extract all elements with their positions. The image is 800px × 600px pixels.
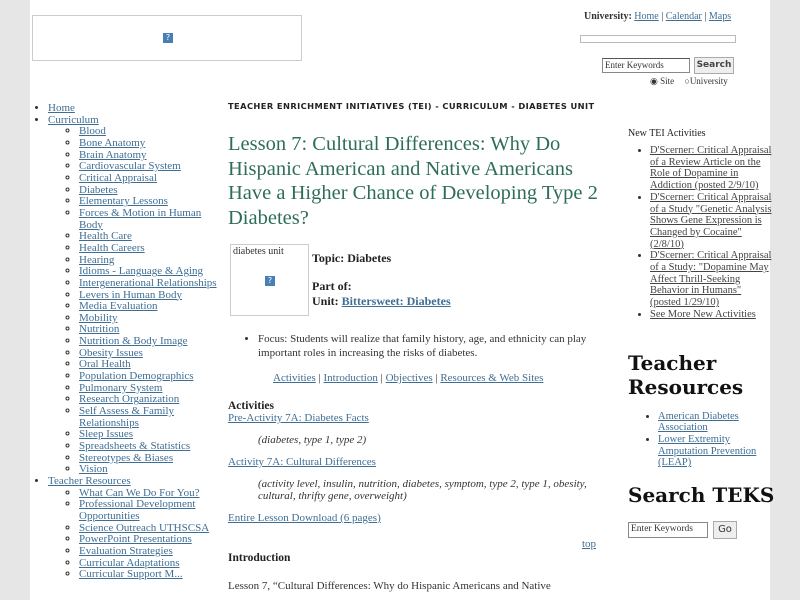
focus-text: • Focus: Students will realize that family history, age, and ethnicity can play important roles in increasing the risks of diabetes. (258, 332, 616, 360)
sidebar-curriculum-item[interactable]: Population Demographics (79, 370, 194, 383)
introduction-heading: Introduction (228, 552, 291, 564)
sidebar-curriculum-item[interactable]: Self Assess & Family Relationships (79, 405, 175, 429)
sidebar-teacher-resources[interactable]: Teacher Resources (48, 475, 131, 487)
sidebar-curriculum-item[interactable]: Health Care (79, 230, 132, 243)
sidebar-curriculum-item[interactable]: Blood (79, 125, 106, 138)
sidebar-teacher-item[interactable]: PowerPoint Presentations (79, 533, 192, 546)
nav-resources[interactable]: Resources & Web Sites (440, 372, 544, 384)
teacher-resources-list (628, 411, 773, 470)
sidebar-curriculum-item[interactable]: Elementary Lessons (79, 195, 168, 208)
sidebar-home[interactable]: Home (48, 102, 75, 114)
teks-search (628, 521, 773, 539)
resource-link-ada[interactable]: American Diabetes Association (658, 410, 739, 434)
sidebar-teacher-item[interactable]: Curricular Support M... (79, 568, 183, 581)
sidebar-curriculum-item[interactable]: Media Evaluation (79, 300, 158, 313)
sidebar-curriculum-item[interactable]: Oral Health (79, 358, 131, 371)
sidebar-curriculum-item[interactable]: Cardiovascular System (79, 160, 181, 173)
sidebar-curriculum-item[interactable]: Diabetes (79, 183, 118, 196)
activity-link-1[interactable]: Pre-Activity 7A: Diabetes Facts (228, 412, 369, 424)
broken-image-icon: ? (265, 276, 275, 286)
activities-heading: Activities (228, 400, 274, 412)
sidebar-curriculum-item[interactable]: Health Careers (79, 241, 145, 254)
search-scope (650, 76, 736, 87)
maps-link[interactable]: Maps (708, 11, 732, 22)
new-tei-activity-link[interactable]: D'Scerner: Critical Appraisal of a Study: "Dopamine May Affect Thrill-Seeking Behavior in Humans" (posted 1/29/10) (650, 250, 772, 309)
unit-label: Unit: (312, 294, 339, 308)
radio-site-label: Site (660, 76, 675, 86)
radio-site[interactable]: ◉ Site (650, 76, 675, 86)
image-alt-text: diabetes unit (233, 246, 284, 257)
sidebar-curriculum-item[interactable]: Bone Anatomy (79, 136, 146, 149)
new-tei-activity-link[interactable]: D'Scerner: Critical Appraisal of a Review Article on the Role of Dopamine in Addiction (posted 2/9/10) (650, 145, 772, 192)
breadcrumb: TEACHER ENRICHMENT INITIATIVES (TEI) - CURRICULUM - DIABETES UNIT (228, 101, 595, 111)
sidebar-curriculum-item[interactable]: Nutrition & Body Image (79, 335, 188, 348)
main-content (228, 101, 616, 592)
sidebar-teacher-item[interactable]: Professional Development Opportunities (79, 498, 196, 522)
broken-image-icon: ? (163, 33, 173, 43)
new-tei-activity-link[interactable]: D'Scerner: Critical Appraisal of a Study "Genetic Analysis Shows Gene Expression is Changed by Cocaine" (2/8/10) (650, 191, 772, 250)
unit-link[interactable]: Bittersweet: Diabetes (341, 294, 451, 308)
sidebar-curriculum-item[interactable]: Obesity Issues (79, 346, 143, 359)
university-home-link[interactable]: Home (634, 11, 659, 22)
section-nav: Activities | Introduction | Objectives | Resources & Web Sites (273, 372, 544, 384)
search-teks-heading: Search TEKS (628, 483, 775, 508)
topic-info (312, 251, 451, 316)
new-tei-heading: New TEI Activities (628, 128, 706, 139)
teacher-resources-heading: Teacher Resources (628, 350, 744, 399)
radio-university[interactable]: ○University (684, 76, 728, 86)
sidebar-curriculum-item[interactable]: Spreadsheets & Statistics (79, 440, 191, 453)
sidebar-teacher-item[interactable]: Science Outreach UTHSCSA (79, 521, 210, 534)
calendar-link[interactable]: Calendar (665, 11, 702, 22)
sidebar-curriculum-item[interactable]: Intergenerational Relationships (79, 276, 217, 289)
sidebar-curriculum-item[interactable]: Nutrition (79, 323, 120, 336)
sidebar-teacher-item[interactable]: What Can We Do For You? (79, 486, 200, 499)
nav-activities[interactable]: Activities (273, 372, 316, 384)
topic-label: Topic: Diabetes (312, 251, 392, 265)
part-of-label: Part of: (312, 279, 352, 293)
unit-info-row (228, 244, 616, 316)
sidebar-curriculum-item[interactable]: Critical Appraisal (79, 171, 157, 184)
sidebar-curriculum-item[interactable]: Hearing (79, 253, 115, 266)
activity-keywords-2: (activity level, insulin, nutrition, diabetes, symptom, type 2, type 1, obesity, cultural, thrifty gene, overweight) (258, 478, 587, 502)
search-button[interactable]: Search (694, 57, 734, 74)
top-bar-field (580, 35, 736, 43)
sidebar-curriculum-item[interactable]: Research Organization (79, 393, 180, 406)
sidebar-curriculum-item[interactable]: Sleep Issues (79, 428, 134, 441)
top-link[interactable]: top (581, 538, 596, 550)
sidebar-curriculum-item[interactable]: Levers in Human Body (79, 288, 182, 301)
sidebar-curriculum-item[interactable]: Pulmonary System (79, 381, 163, 394)
university-label: University: (584, 11, 632, 22)
new-tei-list (628, 145, 773, 321)
sidebar-curriculum-item[interactable]: Vision (79, 463, 108, 476)
sidebar-curriculum-item[interactable]: Brain Anatomy (79, 148, 147, 161)
focus-list (244, 332, 616, 360)
sidebar-curriculum-item[interactable]: Stereotypes & Biases (79, 451, 174, 464)
nav-introduction[interactable]: Introduction (323, 372, 378, 384)
search-input[interactable]: Enter Keywords (602, 58, 690, 73)
activity-link-2[interactable]: Activity 7A: Cultural Differences (228, 456, 376, 468)
sidebar-curriculum-item[interactable]: Idioms - Language & Aging (79, 265, 204, 278)
unit-image (230, 244, 309, 316)
new-tei-activity-link[interactable]: See More New Activities (650, 308, 756, 320)
teks-search-input[interactable]: Enter Keywords (628, 522, 708, 538)
page-title: Lesson 7: Cultural Differences: Why Do Hispanic American and Native Americans Have a Higher Chance of Developing Type 2 Diabetes? (228, 133, 598, 229)
radio-university-label: University (689, 76, 728, 86)
introduction-text: Lesson 7, “Cultural Differences: Why do Hispanic Americans and Native (228, 580, 551, 592)
site-logo[interactable] (32, 15, 302, 61)
nav-objectives[interactable]: Objectives (385, 372, 433, 384)
teks-go-button[interactable]: Go (713, 521, 737, 539)
sidebar-nav (36, 103, 222, 581)
sidebar-curriculum-item[interactable]: Mobility (79, 311, 118, 324)
sidebar-teacher-item[interactable]: Curricular Adaptations (79, 556, 180, 569)
university-links: University: Home | Calendar | Maps (584, 11, 732, 22)
sidebar-curriculum[interactable]: Curriculum (48, 113, 99, 126)
sidebar-teacher-item[interactable]: Evaluation Strategies (79, 544, 173, 557)
sidebar-curriculum-item[interactable]: Forces & Motion in Human Body (79, 206, 202, 231)
right-column (628, 128, 773, 539)
resource-link-leap[interactable]: Lower Extremity Amputation Prevention (LEAP) (658, 433, 757, 469)
activity-keywords-1: (diabetes, type 1, type 2) (258, 434, 367, 446)
lesson-download-link[interactable]: Entire Lesson Download (6 pages) (228, 512, 381, 524)
